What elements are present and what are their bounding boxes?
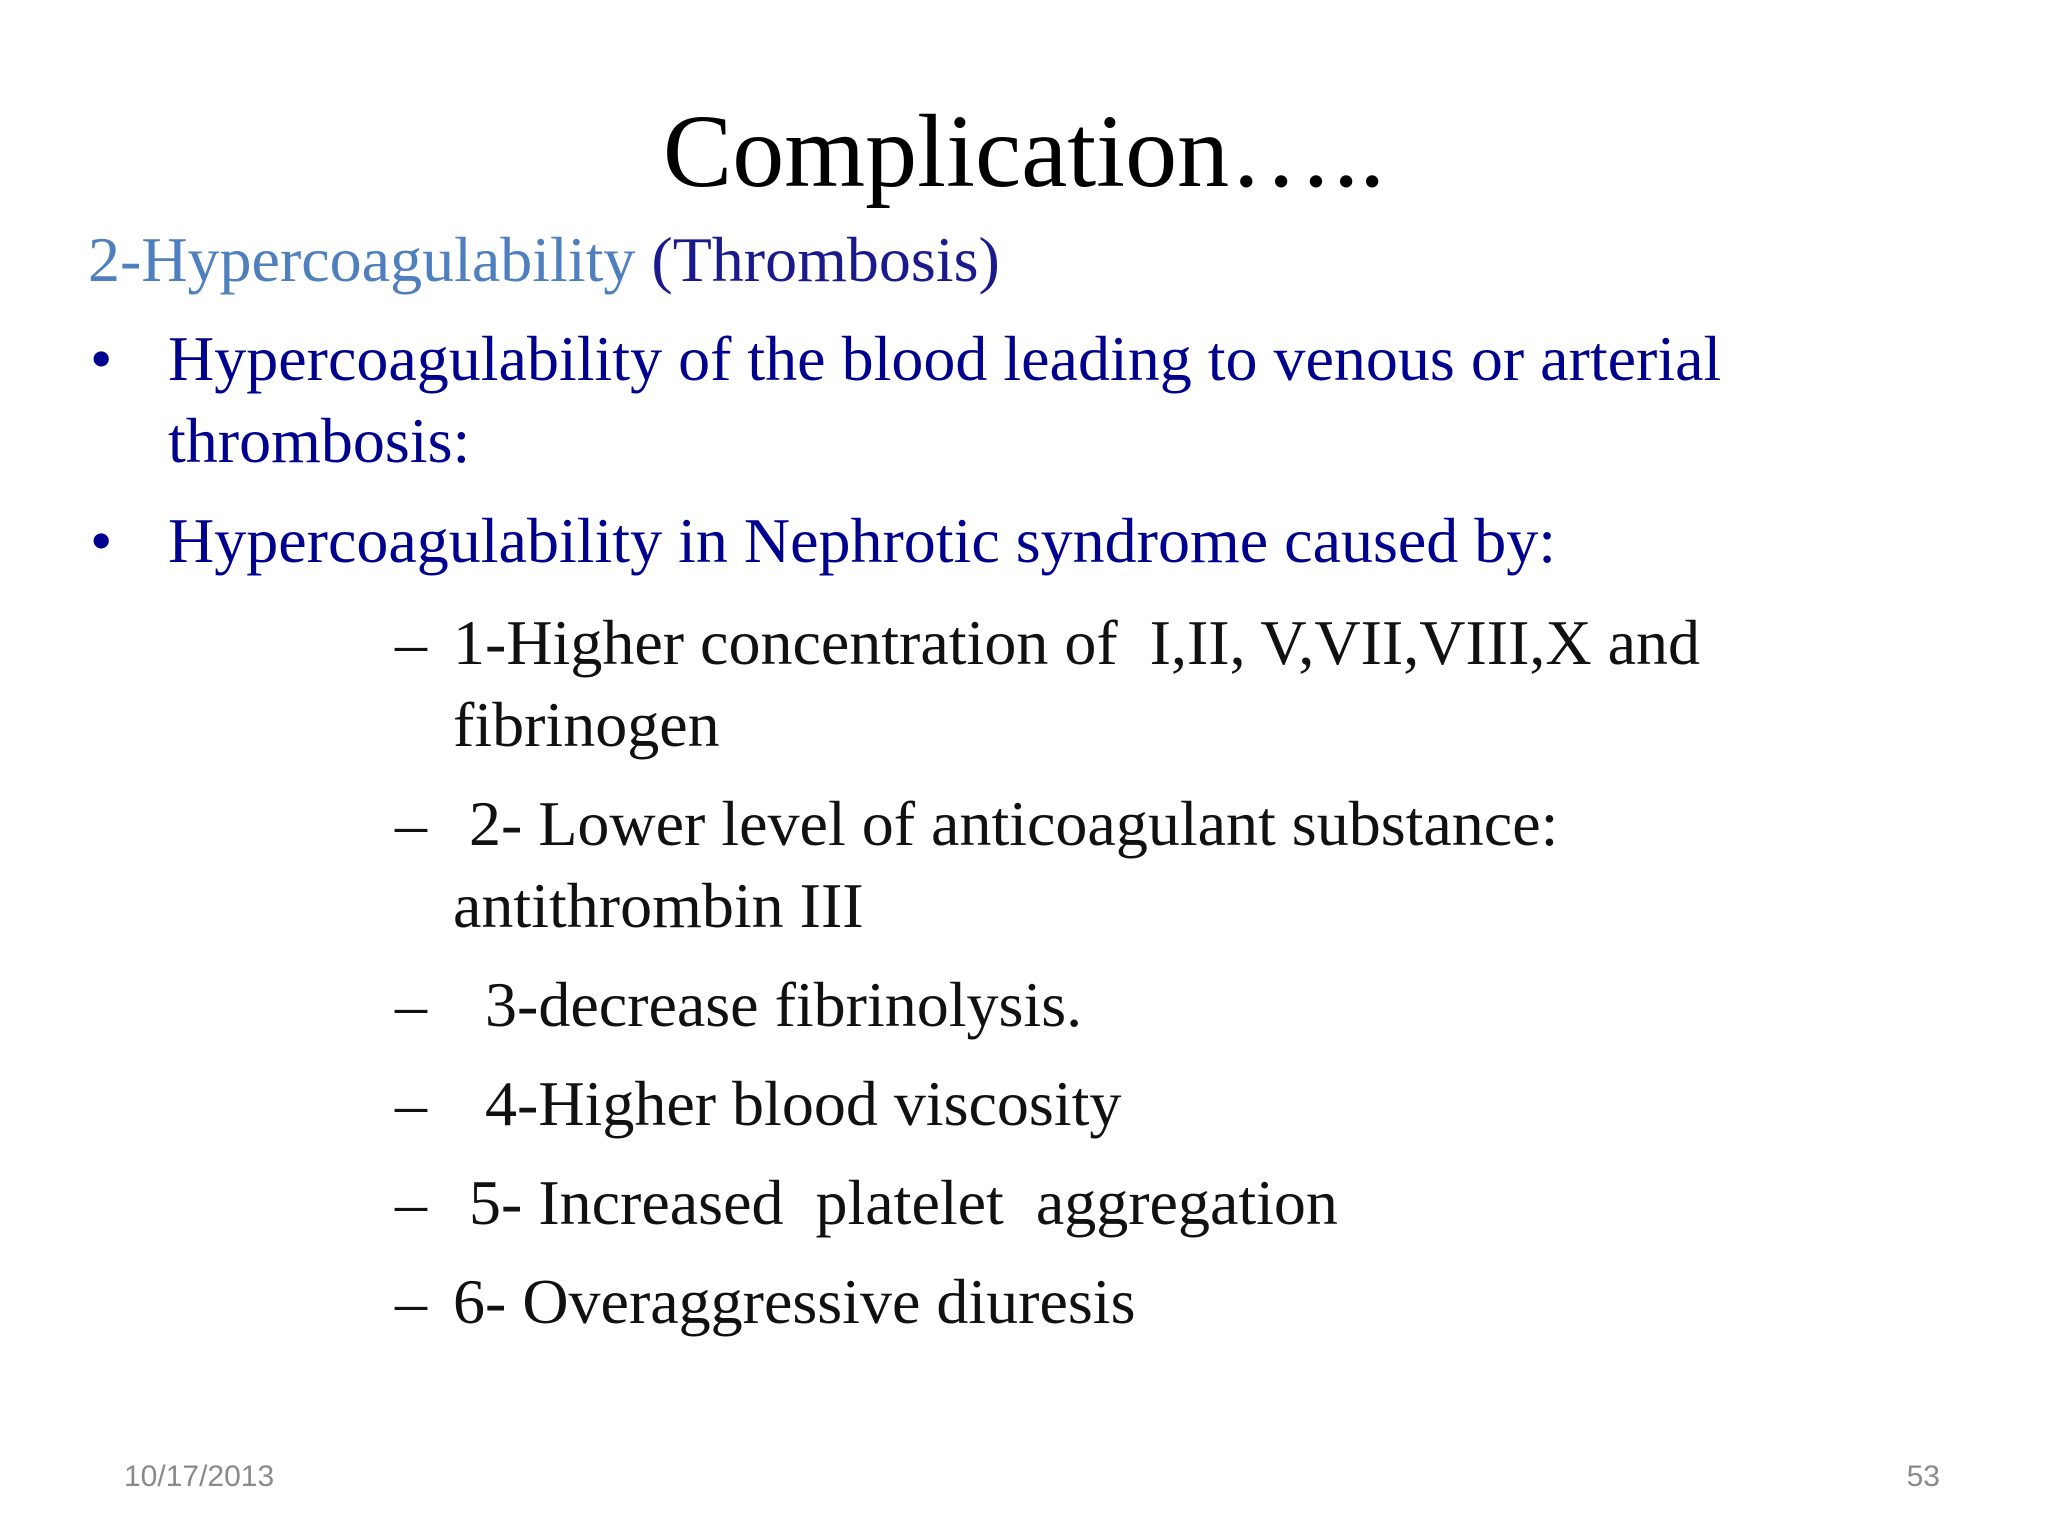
subtitle-topic: 2-Hypercoagulability [88,224,636,295]
bullet-dot-icon: • [90,323,113,394]
sub-bullet-text: 1-Higher concentration of I,II, V,VII,VIII,X and fibrinogen [453,607,1716,760]
dash-icon: – [395,1266,427,1337]
sub-bullet-text: 6- Overaggressive diuresis [453,1266,1136,1337]
slide-subtitle [88,222,1000,298]
sub-bullet-item [395,1063,1845,1145]
sub-bullet-list [395,602,1845,1360]
sub-bullet-item [395,1162,1845,1244]
bullet-dot-icon: • [90,505,113,576]
slide-title: Complication….. [662,94,1386,209]
subtitle-qualifier: (Thrombosis) [651,224,1000,295]
dash-icon: – [395,607,427,678]
sub-bullet-item [395,964,1845,1046]
sub-bullet-text: 2- Lower level of anticoagulant substance: antithrombin III [453,788,1575,941]
slide-number: 53 [1906,1460,1940,1493]
sub-bullet-text: 5- Increased platelet aggregation [453,1167,1338,1238]
sub-bullet-text: 3-decrease fibrinolysis. [453,969,1083,1040]
dash-icon: – [395,1068,427,1139]
sub-bullet-text: 4-Higher blood viscosity [453,1068,1122,1139]
bullet-text: Hypercoagulability of the blood leading to venous or arterial thrombosis: [168,323,1722,476]
bullet-list [88,318,1958,600]
sub-bullet-item [395,783,1845,947]
bullet-text: Hypercoagulability in Nephrotic syndrome caused by: [168,505,1557,576]
sub-bullet-item [395,1261,1845,1343]
footer-date: 10/17/2013 [124,1460,275,1493]
bullet-item [88,318,1958,482]
dash-icon: – [395,788,427,859]
bullet-item [88,500,1958,582]
dash-icon: – [395,969,427,1040]
sub-bullet-item [395,602,1845,766]
dash-icon: – [395,1167,427,1238]
